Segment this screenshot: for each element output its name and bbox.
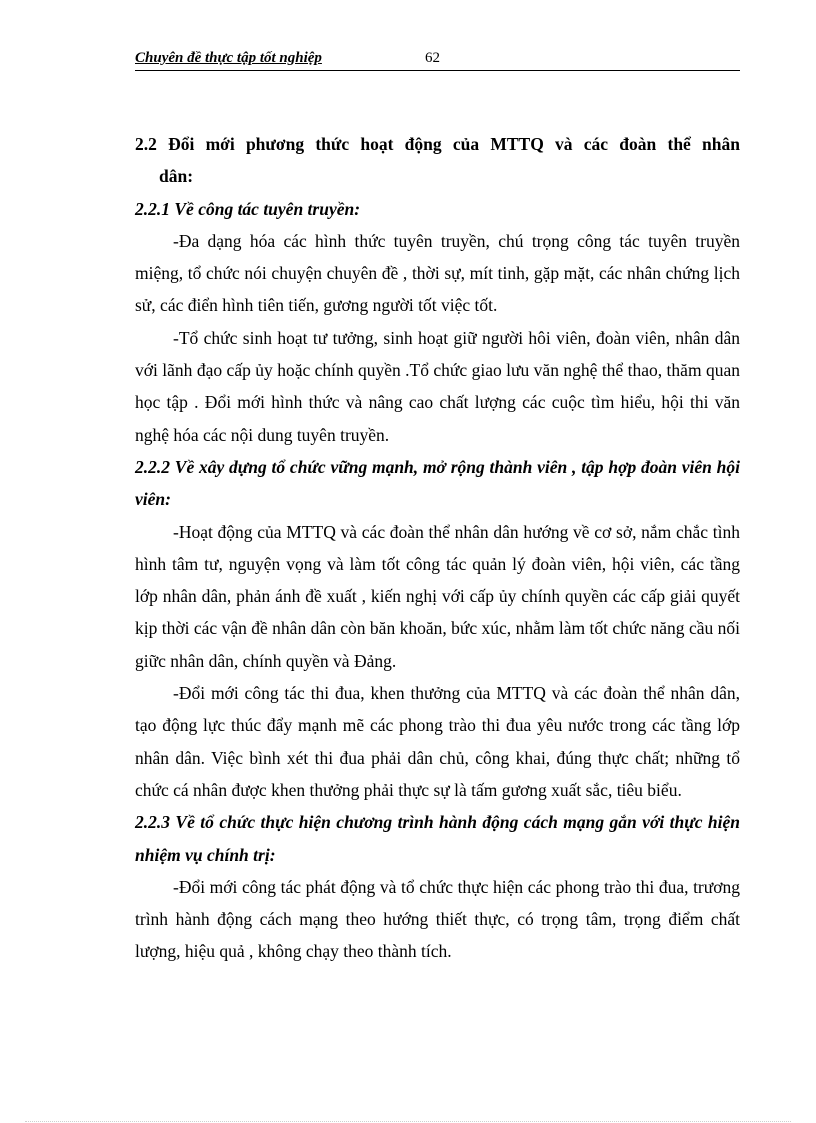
- page-header: [135, 48, 740, 71]
- paragraph: -Hoạt động của MTTQ và các đoàn thể nhân dân hướng về cơ sở, nắm chắc tình hình tâm tư, nguyện vọng và làm tốt công tác quản lý đoàn viên, hội viên, các tầng lớp nhân dân, phản ánh đề xuất , kiến nghị với cấp ủy chính quyền các cấp giải quyết kịp thời các vận đề nhân dân còn băn khoăn, bức xúc, nhằm làm tốt chức năng cầu nối giữc nhân dân, chính quyền và Đảng.: [135, 521, 740, 671]
- paragraph: -Tổ chức sinh hoạt tư tưởng, sinh hoạt giữ người hôi viên, đoàn viên, nhân dân với lãnh đạo cấp ủy hoặc chính quyền .Tổ chức giao lưu văn nghệ thể thao, thăm quan học tập . Đổi mới hình thức và nâng cao chất lượng các cuộc tìm hiểu, hội thi văn nghệ hóa các nội dung tuyên truyền.: [135, 327, 740, 445]
- paragraph: -Đổi mới công tác thi đua, khen thưởng của MTTQ và các đoàn thể nhân dân, tạo động lực thúc đẩy mạnh mẽ các phong trào thi đua yêu nước trong các tầng lớp nhân dân. Việc bình xét thi đua phải dân chủ, công khai, đúng thực chất; những tổ chức cá nhân được khen thưởng phải thực sự là tấm gương xuất sắc, tiêu biểu.: [135, 683, 740, 800]
- subsection-heading-2-2-3: 2.2.3 Về tổ chức thực hiện chương trình hành động cách mạng gắn với thực hiện nhiệm vụ chính trị:: [135, 812, 740, 865]
- paragraph: -Đa dạng hóa các hình thức tuyên truyền, chú trọng công tác tuyên truyền miệng, tổ chức nói chuyện chuyên đề , thời sự, mít tinh, gặp mặt, các nhân chứng lịch sử, các điển hình tiên tiến, gương người tốt việc tốt.: [135, 230, 740, 316]
- document-body: [135, 128, 740, 968]
- page-bottom-divider: [25, 1121, 791, 1122]
- subsection-heading-2-2-1: 2.2.1 Về công tác tuyên truyền:: [135, 198, 361, 219]
- section-heading: 2.2 Đổi mới phương thức hoạt động của MTTQ và các đoàn thể nhân: [135, 134, 740, 154]
- paragraph: -Đổi mới công tác phát động và tổ chức thực hiện các phong trào thi đua, trương trình hành động cách mạng theo hướng thiết thực, có trọng tâm, trọng điểm chất lượng, hiệu quả , không chạy theo thành tích.: [135, 876, 740, 962]
- page-number: 62: [425, 50, 440, 66]
- subsection-heading-2-2-2: 2.2.2 Về xây dựng tổ chức vững mạnh, mở rộng thành viên , tập hợp đoàn viên hội viên:: [135, 456, 740, 510]
- section-heading-continued: dân:: [159, 166, 194, 187]
- document-title: Chuyên đề thực tập tốt nghiệp: [135, 50, 322, 66]
